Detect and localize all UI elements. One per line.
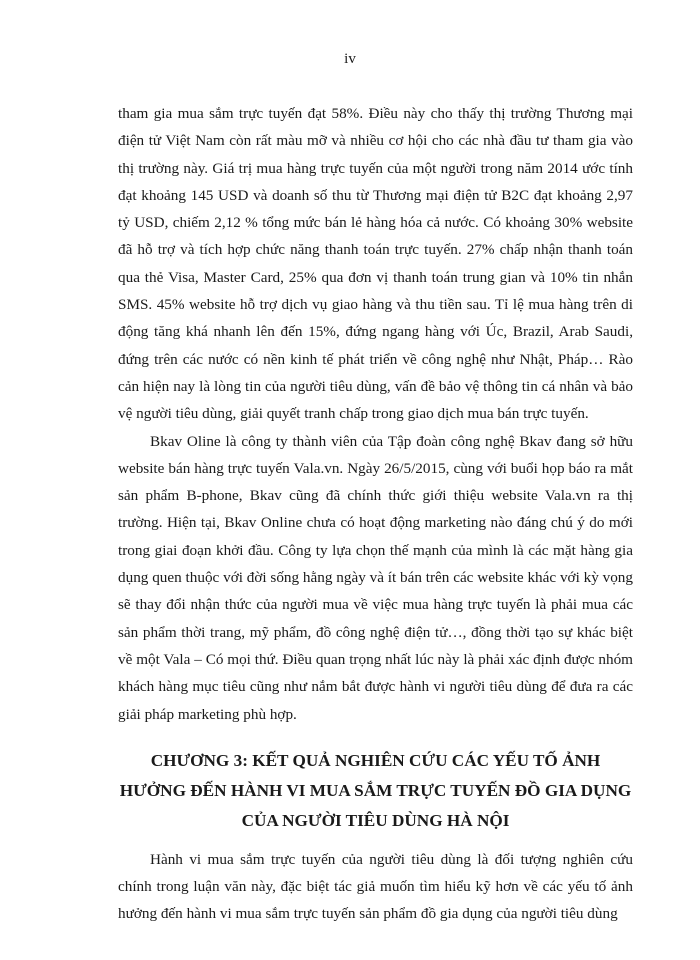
chapter-title: CHƯƠNG 3: KẾT QUẢ NGHIÊN CỨU CÁC YẾU TỐ ẢNH HƯỞNG ĐẾN HÀNH VI MUA SẮM TRỰC TUYẾN ĐỒ GIA DỤNG CỦA NGƯỜI TIÊU DÙNG HÀ NỘI [119, 750, 632, 830]
paragraph-ecommerce-stats: tham gia mua sắm trực tuyến đạt 58%. Điều này cho thấy thị trường Thương mại điện tử Việt Nam còn rất màu mỡ và nhiều cơ hội cho các nhà đầu tư tham gia vào thị trường này. Giá trị mua hàng trực tuyến của một người trong năm 2014 ước tính đạt khoảng 145 USD và doanh số thu từ Thương mại điện tử B2C đạt khoảng 2,97 tỷ USD, chiếm 2,12 % tổng mức bán lẻ hàng hóa cả nước. Có khoảng 30% website đã hỗ trợ và tích hợp chức năng thanh toán trực tuyến. 27% chấp nhận thanh toán qua thẻ Visa, Master Card, 25% qua đơn vị thanh toán trung gian và 10% tin nhắn SMS. 45% website hỗ trợ dịch vụ giao hàng và thu tiền sau. Tỉ lệ mua hàng trên di động tăng khá nhanh lên đến 15%, đứng ngang hàng với Úc, Brazil, Arab Saudi, đứng trên các nước có nền kinh tế phát triển về công nghệ như Nhật, Pháp… Rào cản hiện nay là lòng tin của người tiêu dùng, vấn đề bảo vệ thông tin cá nhân và bảo vệ người tiêu dùng, giải quyết tranh chấp trong giao dịch mua bán trực tuyến. [118, 105, 633, 423]
paragraph-bkav-online: Bkav Oline là công ty thành viên của Tập đoàn công nghệ Bkav đang sở hữu website bán hàng trực tuyến Vala.vn. Ngày 26/5/2015, cùng với buổi họp báo ra mắt sản phẩm B-phone, Bkav cũng đã chính thức giới thiệu website Vala.vn ra thị trường. Hiện tại, Bkav Online chưa có hoạt động marketing nào đáng chú ý do mới trong giai đoạn khởi đầu. Công ty lựa chọn thế mạnh của mình là các mặt hàng gia dụng quen thuộc với đời sống hằng ngày và ít bán trên các website khác với kỳ vọng sẽ thay đổi nhận thức của người mua về việc mua hàng trực tuyến là phải mua các sản phẩm thời trang, mỹ phẩm, đồ công nghệ điện tử…, đồng thời tạo sự khác biệt về một Vala – Có mọi thứ. Điều quan trọng nhất lúc này là phải xác định được nhóm khách hàng mục tiêu cũng như nắm bắt được hành vi người tiêu dùng để đưa ra các giải pháp marketing phù hợp. [118, 432, 633, 723]
paragraph-chapter-intro: Hành vi mua sắm trực tuyến của người tiêu dùng là đối tượng nghiên cứu chính trong luận văn này, đặc biệt tác giả muốn tìm hiểu kỹ hơn về các yếu tố ảnh hưởng đến hành vi mua sắm trực tuyến sản phẩm đồ gia dụng của người tiêu dùng [118, 850, 633, 923]
page-content [118, 100, 633, 928]
page-number: iv [344, 51, 356, 67]
